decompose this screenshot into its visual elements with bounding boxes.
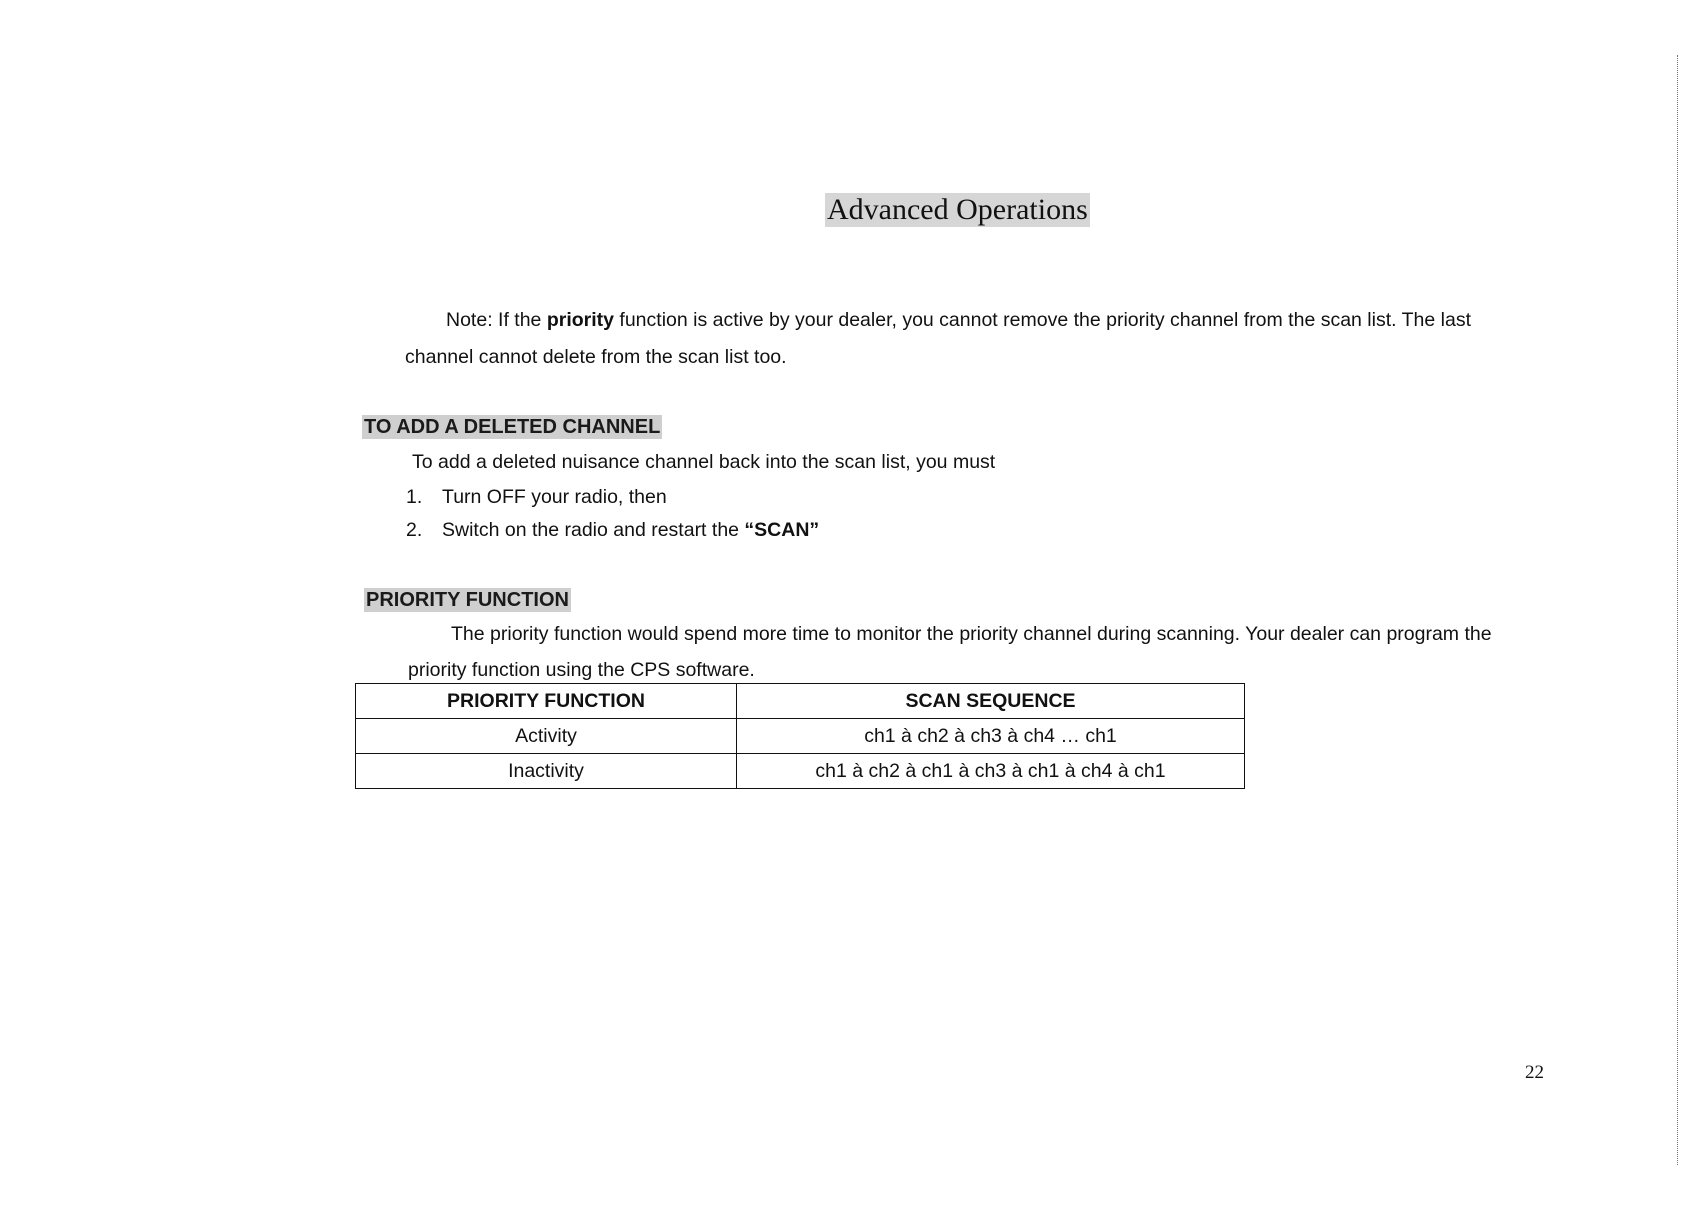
priority-function-heading: PRIORITY FUNCTION <box>366 589 569 611</box>
table-cell: ch1 à ch2 à ch1 à ch3 à ch1 à ch4 à ch1 <box>737 754 1245 789</box>
table-header-cell: SCAN SEQUENCE <box>737 684 1245 719</box>
table-header-cell: PRIORITY FUNCTION <box>356 684 737 719</box>
table-cell: Inactivity <box>356 754 737 789</box>
note-line-1 <box>446 308 1471 332</box>
note-prefix: Note: If the <box>446 309 547 331</box>
step-item <box>406 518 819 542</box>
page-title: Advanced Operations <box>827 193 1088 226</box>
table-row <box>356 719 1245 754</box>
page-edge-line <box>1677 55 1679 1165</box>
note-bold-word: priority <box>546 309 614 331</box>
scan-sequence-table <box>355 683 1245 789</box>
table-cell: Activity <box>356 719 737 754</box>
step-number: 2. <box>406 519 423 541</box>
add-channel-intro: To add a deleted nuisance channel back into the scan list, you must <box>412 451 996 473</box>
note-line-2: channel cannot delete from the scan list too. <box>405 346 787 368</box>
step-number: 1. <box>406 486 423 508</box>
add-channel-heading: TO ADD A DELETED CHANNEL <box>364 416 661 438</box>
table-cell: ch1 à ch2 à ch3 à ch4 … ch1 <box>737 719 1245 754</box>
priority-description-line-2: priority function using the CPS software. <box>408 659 755 681</box>
note-rest: function is active by your dealer, you cannot remove the priority channel from the scan list. The last <box>614 309 1471 331</box>
table-row <box>356 754 1245 789</box>
priority-description-line-1: The priority function would spend more time to monitor the priority channel during scanning. Your dealer can program the <box>451 623 1492 645</box>
table-header-row <box>356 684 1245 719</box>
page-number: 22 <box>1525 1062 1544 1083</box>
step-text: Turn OFF your radio, then <box>442 486 667 508</box>
step-text: Switch on the radio and restart the <box>442 519 745 541</box>
step-bold: “SCAN” <box>744 519 820 541</box>
step-item <box>406 485 667 509</box>
